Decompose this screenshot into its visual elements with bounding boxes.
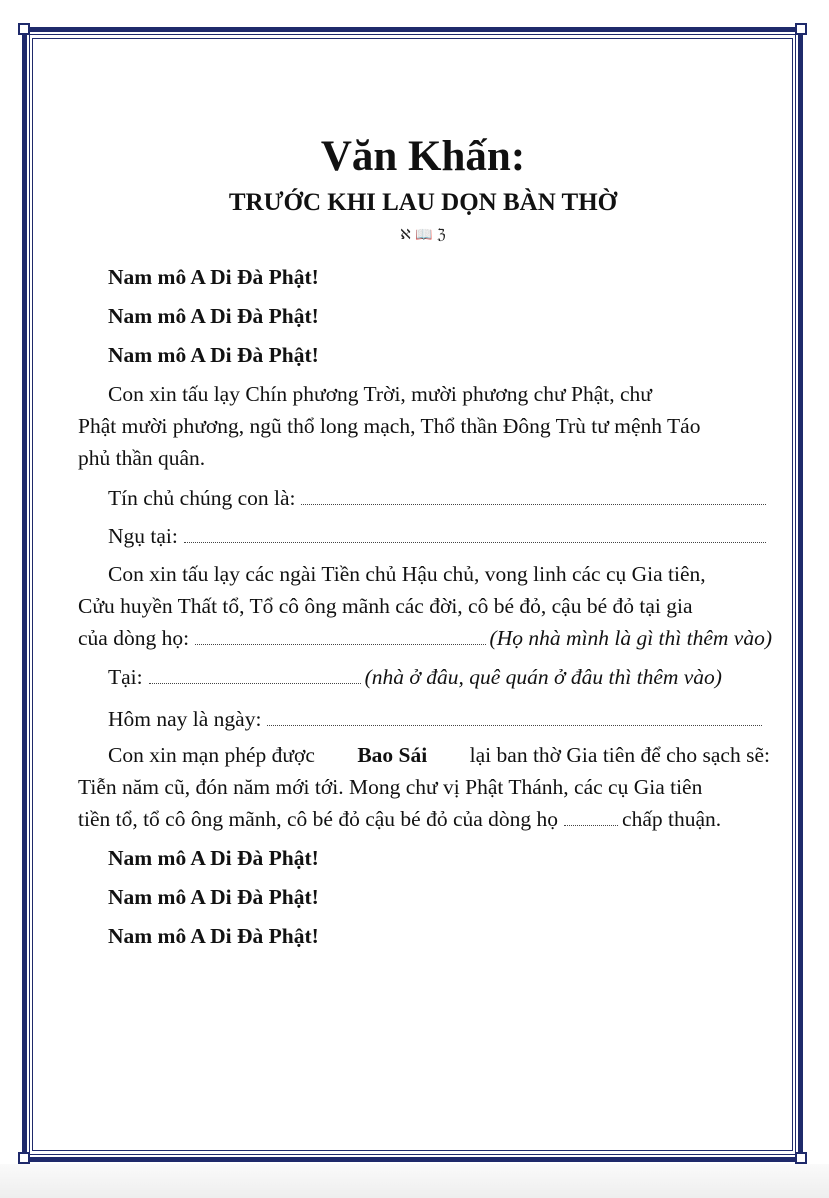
opening-prayer-1: Nam mô A Di Đà Phật! [108, 265, 319, 289]
closing-prayer-2: Nam mô A Di Đà Phật! [108, 885, 319, 909]
para3-line3: tiền tổ, tổ cô ông mãnh, cô bé đỏ cậu bé đỏ của dòng họ chấp thuận. [78, 807, 722, 831]
tin-chu-blank [301, 504, 766, 505]
para1-line3: phủ thần quân. [78, 446, 206, 470]
para2-line3 [78, 623, 772, 654]
tin-chu-field [108, 483, 770, 514]
tai-field [108, 662, 772, 693]
tai-blank [149, 683, 361, 684]
hom-nay-field [108, 704, 766, 735]
closing-prayer-1: Nam mô A Di Đà Phật! [108, 846, 319, 870]
book-ornament-icon: ℵ 📖 ℨ [400, 227, 446, 243]
para3-line2: Tiễn năm cũ, đón năm mới tới. Mong chư vị Phật Thánh, các cụ Gia tiên [78, 775, 703, 799]
ngu-tai-label: Ngụ tại: [108, 524, 178, 548]
dong-ho-note: (Họ nhà mình là gì thì thêm vào) [489, 626, 772, 650]
para1-line1: Con xin tấu lạy Chín phương Trời, mười phương chư Phật, chư [108, 382, 652, 406]
hom-nay-label: Hôm nay là ngày: [108, 707, 262, 731]
closing-prayer-3: Nam mô A Di Đà Phật! [108, 924, 319, 948]
dong-ho-label: của dòng họ: [78, 626, 190, 650]
para3-line1: Con xin mạn phép được Bao Sái lại ban thờ Gia tiên để cho sạch sẽ: [108, 740, 770, 771]
para2-line1: Con xin tấu lạy các ngài Tiền chủ Hậu chủ, vong linh các cụ Gia tiên, [108, 562, 706, 586]
para2-line2: Cửu huyền Thất tổ, Tổ cô ông mãnh các đời, cô bé đỏ, cậu bé đỏ tại gia [78, 594, 693, 618]
corner-ornament-bottom-right [795, 1152, 807, 1164]
tai-label: Tại: [108, 665, 143, 689]
tin-chu-label: Tín chủ chúng con là: [108, 486, 296, 510]
para1-line2: Phật mười phương, ngũ thổ long mạch, Thổ thần Đông Trù tư mệnh Táo [78, 414, 701, 438]
corner-ornament-bottom-left [18, 1152, 30, 1164]
hom-nay-blank [267, 725, 762, 726]
opening-prayer-2: Nam mô A Di Đà Phật! [108, 304, 319, 328]
page-title: Văn Khấn: [320, 133, 526, 180]
tai-note: (nhà ở đâu, quê quán ở đâu thì thêm vào) [364, 665, 722, 689]
dong-ho-blank-2 [564, 825, 618, 826]
ngu-tai-blank [184, 542, 766, 543]
page-subtitle: TRƯỚC KHI LAU DỌN BÀN THỜ [228, 189, 618, 216]
ngu-tai-field [108, 521, 770, 552]
corner-ornament-top-right [795, 23, 807, 35]
dong-ho-blank [195, 644, 485, 645]
bottom-strip [0, 1164, 829, 1198]
corner-ornament-top-left [18, 23, 30, 35]
bao-sai-term: Bao Sái [357, 743, 428, 767]
opening-prayer-3: Nam mô A Di Đà Phật! [108, 343, 319, 367]
